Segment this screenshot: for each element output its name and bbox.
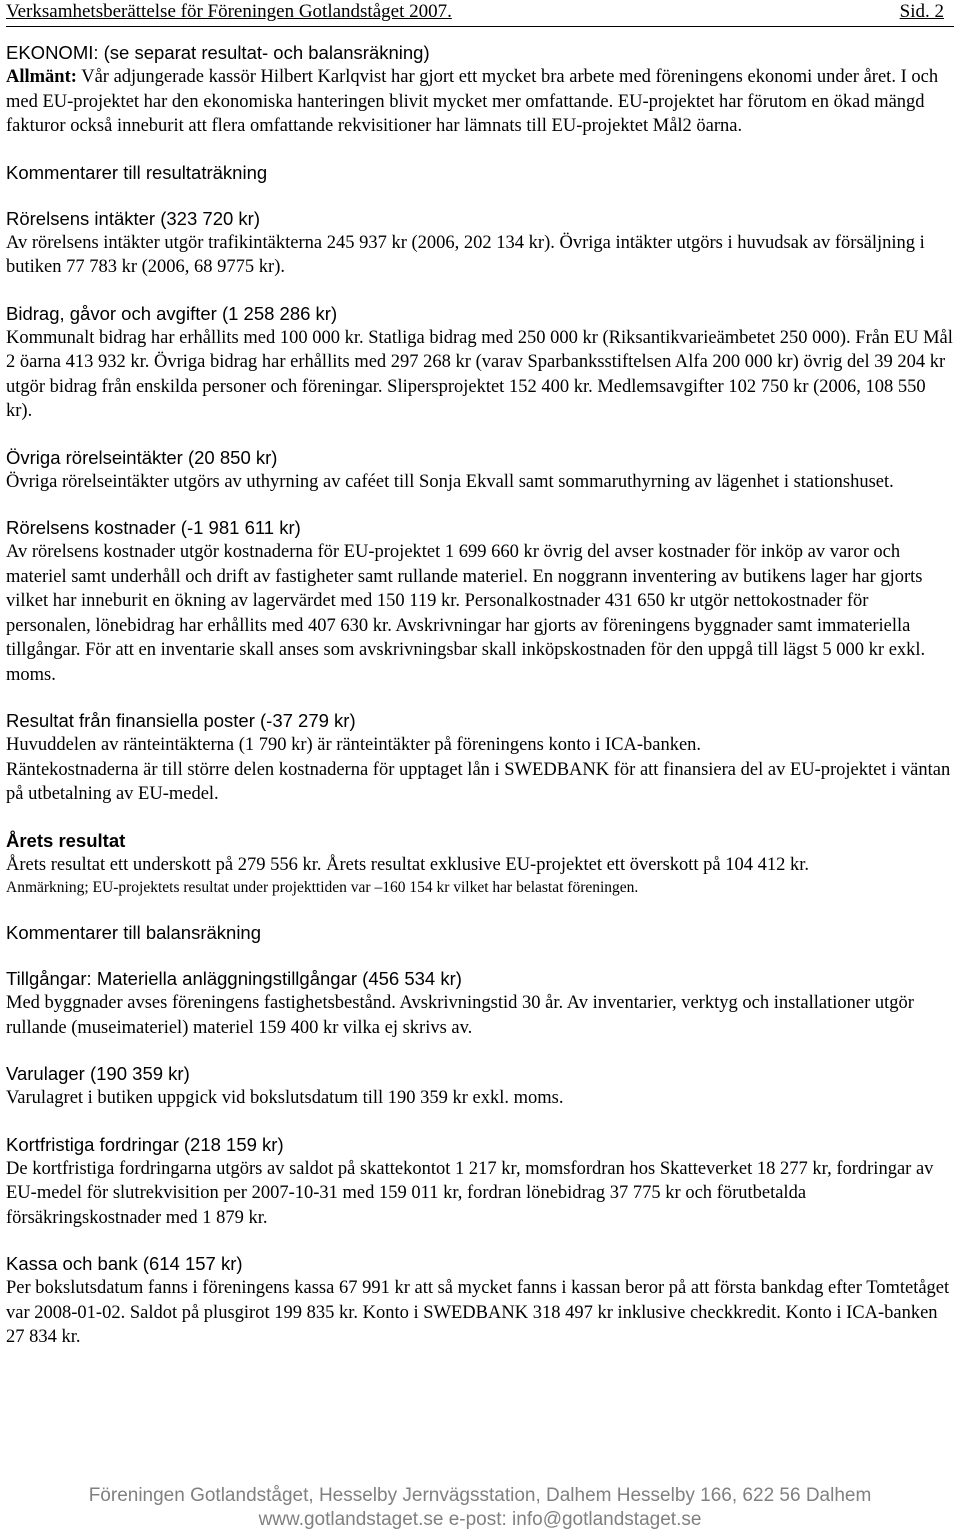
- section-title: Rörelsens kostnader (-1 981 611 kr): [6, 517, 301, 538]
- section-title: Tillgångar: Materiella anläggningstillgångar (456 534 kr): [6, 968, 462, 989]
- section-title: Kassa och bank (614 157 kr): [6, 1253, 243, 1274]
- footer-contact: www.gotlandstaget.se e-post: info@gotlandstaget.se: [258, 1509, 702, 1530]
- ekonomi-heading: EKONOMI: (se separat resultat- och balansräkning): [6, 42, 430, 63]
- page-header: [6, 0, 954, 27]
- ekonomi-paragraph: [6, 65, 954, 139]
- balans-heading: Kommentarer till balansräkning: [6, 922, 262, 943]
- header-page-number: Sid. 2: [899, 1, 944, 22]
- section-text: Övriga rörelseintäkter utgörs av uthyrning av caféet till Sonja Ekvall samt sommaruthyrning av lägenhet i stationshuset.: [6, 471, 894, 492]
- section-title: Bidrag, gåvor och avgifter (1 258 286 kr): [6, 302, 338, 324]
- section-title: Årets resultat: [6, 829, 126, 851]
- section-text: Räntekostnaderna är till större delen kostnaderna för upptaget lån i SWEDBANK för att finansiera del av EU-projektet i väntan på utbetalning av EU-medel.: [6, 759, 951, 804]
- section-title: Resultat från finansiella poster (-37 279 kr): [6, 710, 356, 731]
- section-text: De kortfristiga fordringarna utgörs av saldot på skattekontot 1 217 kr, momsfordran hos Skatteverket 18 277 kr, fordringar av EU-medel för slutrekvisition per 2007-10-31 med 159 011 kr, fordran lönebidrag 37 775 kr och förutbetalda försäkringskostnader med 1 879 kr.: [6, 1158, 934, 1228]
- header-title: Verksamhetsberättelse för Föreningen Gotlandståget 2007.: [6, 1, 452, 22]
- resultat-heading: Kommentarer till resultaträkning: [6, 161, 268, 183]
- footer-address: Föreningen Gotlandståget, Hesselby Jernvägsstation, Dalhem Hesselby 166, 622 56 Dalhem: [88, 1485, 872, 1506]
- section-title: Kortfristiga fordringar (218 159 kr): [6, 1133, 284, 1155]
- section-text: Med byggnader avses föreningens fastighetsbestånd. Avskrivningstid 30 år. Av inventarier, verktyg och installationer utgör rullande (museimateriel) materiel 159 400 kr vilka ej skrivs av.: [6, 993, 914, 1038]
- section-text: Huvuddelen av ränteintäkterna (1 790 kr) är ränteintäkter på föreningens konto i ICA-banken.: [6, 735, 702, 755]
- section-title: Varulager (190 359 kr): [6, 1063, 190, 1084]
- section-text: Årets resultat ett underskott på 279 556 kr. Årets resultat exklusive EU-projektet ett överskott på 104 412 kr.: [6, 854, 810, 875]
- section-text: Av rörelsens kostnader utgör kostnaderna för EU-projektet 1 699 660 kr övrig del avser kostnader för inköp av varor och materiel samt underhåll och drift av fastigheter samt rullande materiel. En noggrann inventering av butikens lager har gjorts vilket har inneburit en ökning av lagervärdet med 150 119 kr. Personalkostnader 431 650 kr utgör nettokostnader för personalen, lönebidrag har erhållits med 407 630 kr. Avskrivningar har gjorts av föreningens byggnader samt immateriella tillgångar. För att en inventarie skall anses som avskrivningsbar skall inköpskostnaden för den uppgå till lägst 5 000 kr exkl. moms.: [6, 542, 926, 685]
- section-text: Per bokslutsdatum fanns i föreningens kassa 67 991 kr att så mycket fanns i kassan beror på att första bankdag efter Tomtetåget var 2008-01-02. Saldot på plusgirot 199 835 kr. Konto i SWEDBANK 318 497 kr inklusive checkkredit. Konto i ICA-banken 27 834 kr.: [6, 1278, 950, 1347]
- section-note: Anmärkning; EU-projektets resultat under projekttiden var –160 154 kr vilket har belastat föreningen.: [6, 879, 639, 896]
- allmant-label: Allmänt:: [6, 67, 77, 87]
- section-title: Rörelsens intäkter (323 720 kr): [6, 207, 260, 229]
- allmant-text: Vår adjungerade kassör Hilbert Karlqvist har gjort ett mycket bra arbete med föreningens ekonomi under året. I och med EU-projektet har den ekonomiska hanteringen blivit mycket mer omfattande. EU-projektet har förutom en ökad mängd fakturor också inneburit att flera omfattande rekvisitioner har lämnats till EU-projektet Mål2 öarna.: [6, 67, 939, 136]
- section-title: Övriga rörelseintäkter (20 850 kr): [6, 446, 278, 468]
- section-text: Kommunalt bidrag har erhållits med 100 000 kr. Statliga bidrag med 250 000 kr (Riksantikvarieämbetet 250 000). Från EU Mål 2 öarna 413 932 kr. Övriga bidrag har erhållits med 297 268 kr (varav Sparbanksstiftelsen Alfa 200 000 kr) övrig del 39 204 kr utgör bidrag från enskilda personer och föreningar. Slipersprojektet 152 400 kr. Medlemsavgifter 102 750 kr (2006, 108 550 kr).: [6, 327, 953, 421]
- section-text: Av rörelsens intäkter utgör trafikintäkterna 245 937 kr (2006, 202 134 kr). Övriga intäkter utgörs i huvudsak av försäljning i butiken 77 783 kr (2006, 68 9775 kr).: [6, 232, 925, 277]
- section-text: Varulagret i butiken uppgick vid bokslutsdatum till 190 359 kr exkl. moms.: [6, 1088, 564, 1108]
